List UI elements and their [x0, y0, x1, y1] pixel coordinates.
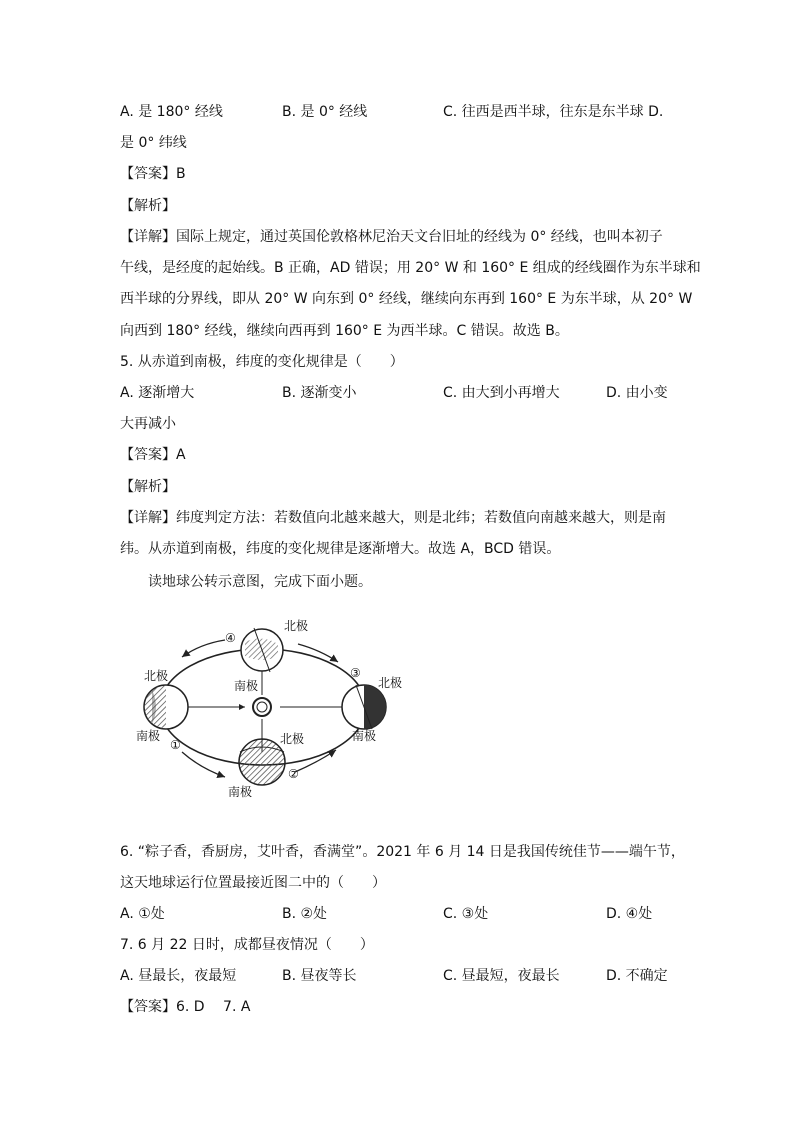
q6-stem-line: 这天地球运行位置最接近图二中的（ ） — [120, 875, 386, 891]
earth-revolution-diagram — [130, 612, 430, 802]
q6-option-b: B. ②处 — [282, 906, 328, 922]
q7-option-a: A. 昼最长，夜最短 — [120, 968, 237, 984]
q7-stem: 7. 6 月 22 日时，成都昼夜情况（ ） — [120, 937, 374, 953]
earth-position-3 — [342, 685, 386, 729]
q4-option-d: 是 0° 纬线 — [120, 135, 187, 151]
orbit-arrow — [182, 752, 225, 777]
q4-detail-line: 午线，是经度的起始线。B 正确，AD 错误；用 20° W 和 160° E 组成的经线圈作为东半球和 — [120, 260, 701, 276]
q5-option-d: D. 由小变 — [606, 385, 668, 401]
north-pole-label: 北极 — [284, 619, 309, 633]
position-marker-4: ④ — [225, 631, 236, 645]
q5-detail-line: 纬。从赤道到南极，纬度的变化规律是逐渐增大。故选 A，BCD 错误。 — [120, 541, 561, 557]
final-answer: 【答案】6. D 7. A — [120, 999, 251, 1015]
south-pole-label: 南极 — [136, 729, 161, 743]
q7-option-b: B. 昼夜等长 — [282, 968, 357, 984]
north-pole-label: 北极 — [144, 669, 169, 683]
q4-analysis-heading: 【解析】 — [120, 198, 176, 214]
q7-option-d: D. 不确定 — [606, 968, 668, 984]
south-pole-label: 南极 — [234, 679, 259, 693]
q5-answer: 【答案】A — [120, 447, 186, 463]
q5-option-c: C. 由大到小再增大 — [443, 385, 560, 401]
q5-option-a: A. 逐渐增大 — [120, 385, 195, 401]
q4-detail-line: 西半球的分界线，即从 20° W 向东到 0° 经线，继续向东再到 160° E 为东半球，从 20° W — [120, 291, 693, 307]
q6-option-c: C. ③处 — [443, 906, 489, 922]
q5-option-b: B. 逐渐变小 — [282, 385, 357, 401]
q4-answer: 【答案】B — [120, 166, 186, 182]
q7-option-c: C. 昼最短，夜最长 — [443, 968, 560, 984]
south-pole-label: 南极 — [228, 785, 253, 799]
q6-option-a: A. ①处 — [120, 906, 165, 922]
q6-option-d: D. ④处 — [606, 906, 653, 922]
q4-option-c: C. 往西是西半球，往东是东半球 D. — [443, 104, 664, 120]
south-pole-label: 南极 — [352, 729, 377, 743]
q4-option-a: A. 是 180° 经线 — [120, 104, 223, 120]
q4-detail-line: 【详解】国际上规定，通过英国伦敦格林尼治天文台旧址的经线为 0° 经线，也叫本初子 — [120, 229, 663, 245]
diagram-intro: 读地球公转示意图，完成下面小题。 — [148, 574, 372, 590]
earth-position-2 — [239, 739, 285, 785]
q5-detail-line: 【详解】纬度判定方法：若数值向北越来越大，则是北纬；若数值向南越来越大，则是南 — [120, 510, 666, 526]
position-marker-2: ② — [288, 767, 299, 781]
q5-stem: 5. 从赤道到南极，纬度的变化规律是（ ） — [120, 354, 404, 370]
position-marker-1: ① — [170, 738, 181, 752]
q5-option-d-cont: 大再减小 — [120, 416, 176, 432]
north-pole-label: 北极 — [378, 676, 403, 690]
q4-detail-line: 向西到 180° 经线，继续向西再到 160° E 为西半球。C 错误。故选 B。 — [120, 323, 569, 339]
q5-analysis-heading: 【解析】 — [120, 479, 176, 495]
north-pole-label: 北极 — [280, 732, 305, 746]
earth-position-1 — [144, 685, 188, 729]
position-marker-3: ③ — [350, 666, 361, 680]
q6-stem-line: 6. “粽子香，香厨房，艾叶香，香满堂”。2021 年 6 月 14 日是我国传统佳节——端午节， — [120, 844, 685, 860]
earth-position-4 — [241, 628, 283, 672]
q4-option-b: B. 是 0° 经线 — [282, 104, 368, 120]
